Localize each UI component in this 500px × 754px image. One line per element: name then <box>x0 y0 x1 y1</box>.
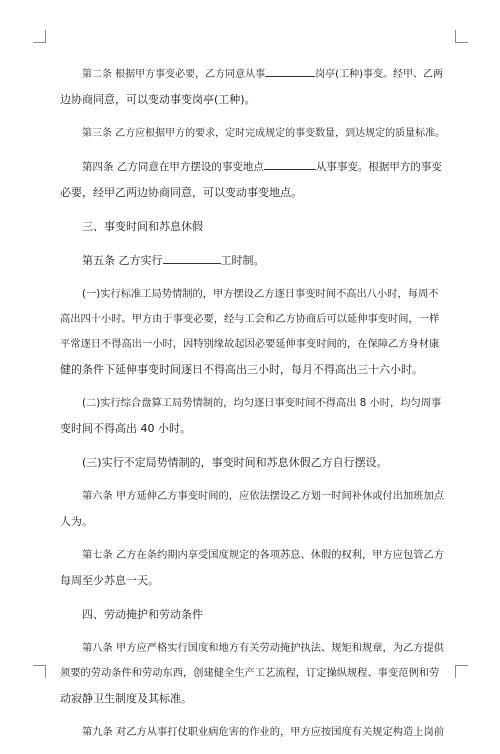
clause-1 <box>60 282 445 382</box>
article-9 <box>60 720 445 745</box>
text-line: 必要，经甲乙两边协商同意，可以变动事变地点。 <box>60 186 302 199</box>
article-8 <box>60 636 445 711</box>
text-line: 动寂静卫生制度及其标准。 <box>60 692 192 705</box>
text-line: 高出四十小时。甲方由于事变必要，经与工会和乙方协商后可以延伸事变时间，一样 <box>60 313 440 325</box>
document-body <box>60 62 445 754</box>
crop-mark-bottom-left <box>33 665 46 678</box>
text-line: 每周至少苏息一天。 <box>60 574 159 587</box>
text-span: 工时制。 <box>220 254 265 267</box>
text-line: 第三条 乙方应根据甲方的要求，定时完成规定的事变数量，到达规定的质量标准。 <box>82 128 446 139</box>
section-4-heading <box>60 602 445 627</box>
crop-mark-top-left <box>33 30 46 43</box>
text-span: 从事事变。根据甲方的事变 <box>315 161 442 173</box>
text-line <box>60 155 445 180</box>
text-line: 变时间不得高出 40 小时。 <box>60 422 191 435</box>
blank-underline <box>163 253 221 264</box>
text-line: 平常逐日不得高出一小时，因特别缘故起因必要延伸事变时间的，在保障乙方身材康 <box>60 338 440 350</box>
clause-3 <box>60 450 445 475</box>
text-line: (一)实行标准工局势情制的，甲方摆设乙方逐日事变时间不高出八小时，每周不 <box>82 288 439 300</box>
text-line: 须要的劳动条件和劳动东西，创建健全生产工艺流程，订定操纵规程、事变范例和劳 <box>60 667 440 679</box>
text-line <box>60 62 445 87</box>
clause-2 <box>60 391 445 441</box>
text-line: 第八条 甲方应严格实行国度和地方有关劳动掩护执法、规矩和规章，为乙方提供 <box>82 642 445 654</box>
crop-mark-top-right <box>455 30 468 43</box>
text-span: 第二条 根据甲方事变必要，乙方同意从事 <box>82 69 266 80</box>
article-7 <box>60 543 445 593</box>
section-3-heading <box>60 214 445 239</box>
text-line: 第七条 乙方在条约期内享受国度规定的各项苏息、休假的权利，甲方应包管乙方 <box>82 549 445 561</box>
text-line: 第六条 甲方延伸乙方事变时间的，应依法摆设乙方划一时间补休或付出加班加点 <box>82 490 445 502</box>
text-line: (三)实行不定局势情制的，事变时间和苏息休假乙方自行摆设。 <box>82 456 388 469</box>
text-line: 三、事变时间和苏息休假 <box>82 220 203 233</box>
text-line: 四、劳动掩护和劳动条件 <box>82 608 203 621</box>
article-5 <box>60 248 445 273</box>
text-line: 健的条件下延伸事变时间逐日不得高出三小时，每月不得高出三十六小时。 <box>60 363 423 376</box>
text-line: 边协商同意，可以变动事变岗亭(工种)。 <box>60 93 256 106</box>
article-6 <box>60 484 445 534</box>
text-line <box>60 248 445 273</box>
article-4 <box>60 155 445 205</box>
blank-underline <box>264 159 316 170</box>
article-3 <box>60 121 445 146</box>
text-line: 第九条 对乙方从事打仗职业病危害的作业的，甲方应按国度有关规定构造上岗前 <box>82 726 445 738</box>
crop-mark-bottom-right <box>455 665 468 678</box>
article-2 <box>60 62 445 112</box>
text-span: 岗亭(工种)事变。经甲、乙两 <box>315 69 443 80</box>
text-line: (二)实行综合盘算工局势情制的，均匀逐日事变时间不得高出 8 小时，均匀周事 <box>82 397 442 409</box>
text-line: 人为。 <box>60 515 93 528</box>
text-span: 第四条 乙方同意在甲方摆设的事变地点 <box>82 161 264 173</box>
text-span: 第五条 乙方实行 <box>82 254 163 267</box>
blank-underline <box>265 66 315 77</box>
